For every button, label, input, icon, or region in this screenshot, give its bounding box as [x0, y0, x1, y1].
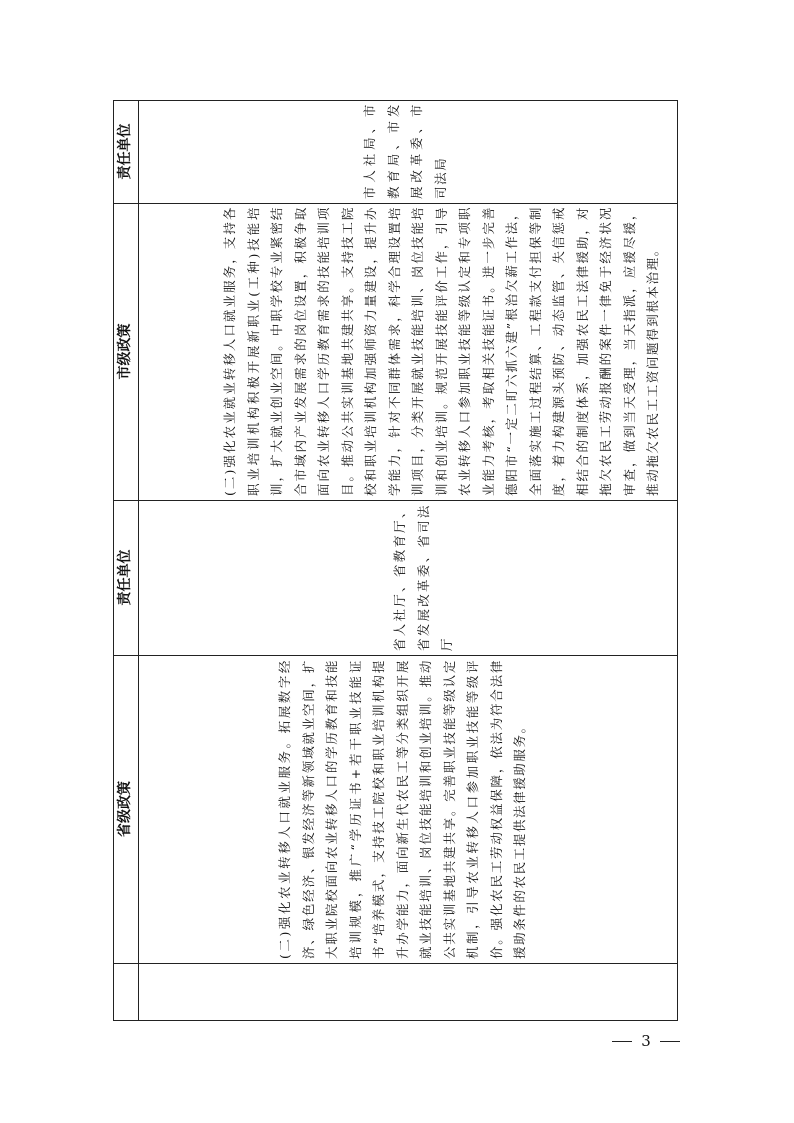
province-policy-text: (二)强化农业转移人口就业服务。拓展数字经济、绿色经济、银发经济等新领域就业空间，扩大职业院校面向农业转移人口的学历教育和技能培训规模，推广“学历证书+若干职业技能证书”培养模式，支持技工院校和职业培训机构提升办学能力，面向新生代农民工等分类组织开展就业技能培训、岗位技能培训和创业培训。推动公共实训基地共建共享。完善职业技能等级认定机制，引导农业转移人口参加职业技能等级评价。强化农民工劳动权益保障，依法为符合法律援助条件的农民工提供法律援助服务。 [277, 659, 527, 959]
cell-province-unit [388, 504, 459, 651]
city-policy-text: (二)强化农业就业转移人口就业服务，支持各职业培训机构积极开展新职业(工种)技能培训，扩大就业创业空间。中职学校专业紧密结合市域内产业发展需求的岗位设置，积极争取面向农业转移人口学历教育需求的技能培训项目。推动公共实训基地共建共享。支持技工院校和职业培训机构加强师资力量建设，提升办学能力，针对不同群体需求，科学合理设置培训项目，分类开展就业技能培训、岗位技能培训和创业培训。规范开展技能评价工作，引导农业转移人口参加职业技能等级认定和专项职业能力考核，考取相关技能证书。进一步完善德阳市“一定二盯六抓六建”根治欠薪工作法，全面落实施工过程结算、工程款支付担保等制度，着力构建源头预防、动态监管、失信惩戒相结合的制度体系，加强农民工法律援助，对拖欠农民工劳动报酬的案件一律免于经济状况审查，做到当天受理，当天指派，应援尽援，推动拖欠农民工工资问题得到根本治理。 [222, 206, 660, 496]
cell-city-unit [358, 103, 452, 199]
header-city-policy: 市级政策 [117, 323, 133, 380]
province-unit-text: 省人社厅、省教育厅、省发展改革委、省司法厅 [392, 504, 454, 651]
cell-province-policy [273, 659, 532, 959]
city-unit-text: 市人社局、市教育局、市发展改革委、市司法局 [362, 103, 448, 199]
page-number-value: 3 [641, 1032, 651, 1050]
page-number-dash-left [612, 1041, 632, 1042]
rotated-table-content [113, 100, 678, 1021]
header-province-unit: 责任单位 [117, 549, 133, 606]
page-number [612, 1030, 680, 1052]
page-number-dash-right [660, 1041, 680, 1042]
header-city-unit: 责任单位 [117, 123, 133, 180]
header-province-policy: 省级政策 [117, 781, 133, 837]
cell-city-policy [218, 206, 665, 496]
